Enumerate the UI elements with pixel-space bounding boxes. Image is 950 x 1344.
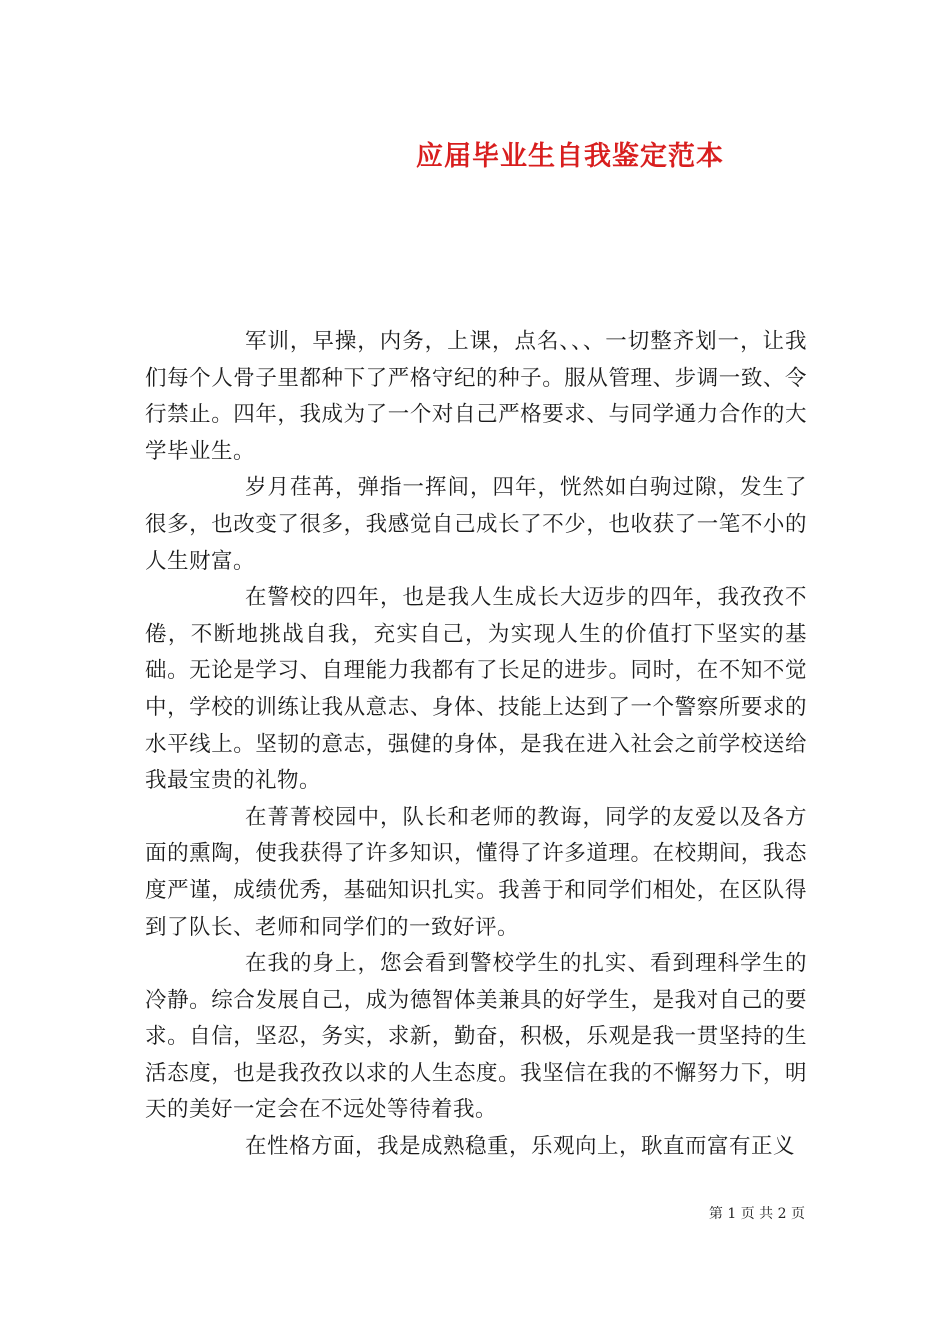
- paragraph-4: 在菁菁校园中，队长和老师的教诲，同学的友爱以及各方面的熏陶，使我获得了许多知识，懂得了许多道理。在校期间，我态度严谨，成绩优秀，基础知识扎实。我善于和同学们相处，在区队得到了队长、老师和同学们的一致好评。: [145, 804, 807, 940]
- paragraph-3: 在警校的四年，也是我人生成长大迈步的四年，我孜孜不倦，不断地挑战自我，充实自己，为实现人生的价值打下坚实的基础。无论是学习、自理能力我都有了长足的进步。同时，在不知不觉中，学校的训练让我从意志、身体、技能上达到了一个警察所要求的水平线上。坚韧的意志，强健的身体，是我在进入社会之前学校送给我最宝贵的礼物。: [145, 585, 807, 794]
- document-body: [145, 324, 807, 1166]
- paragraph-6: 在性格方面，我是成熟稳重，乐观向上，耿直而富有正义: [245, 1134, 796, 1160]
- document-title: 应届毕业生自我鉴定范本: [416, 141, 724, 172]
- paragraph-1: 军训，早操，内务，上课，点名、、、一切整齐划一，让我们每个人骨子里都种下了严格守纪的种子。服从管理、步调一致、令行禁止。四年，我成为了一个对自己严格要求、与同学通力合作的大学毕业生。: [145, 329, 807, 464]
- page-number-footer: 第 1 页 共 2 页: [708, 1206, 805, 1222]
- paragraph-5: 在我的身上，您会看到警校学生的扎实、看到理科学生的冷静。综合发展自己，成为德智体美兼具的好学生，是我对自己的要求。自信，坚忍，务实，求新，勤奋，积极，乐观是我一贯坚持的生活态度，也是我孜孜以求的人生态度。我坚信在我的不懈努力下，明天的美好一定会在不远处等待着我。: [145, 951, 807, 1123]
- paragraph-2: 岁月荏苒，弹指一挥间，四年，恍然如白驹过隙，发生了很多，也改变了很多，我感觉自己成长了不少，也收获了一笔不小的人生财富。: [145, 475, 807, 574]
